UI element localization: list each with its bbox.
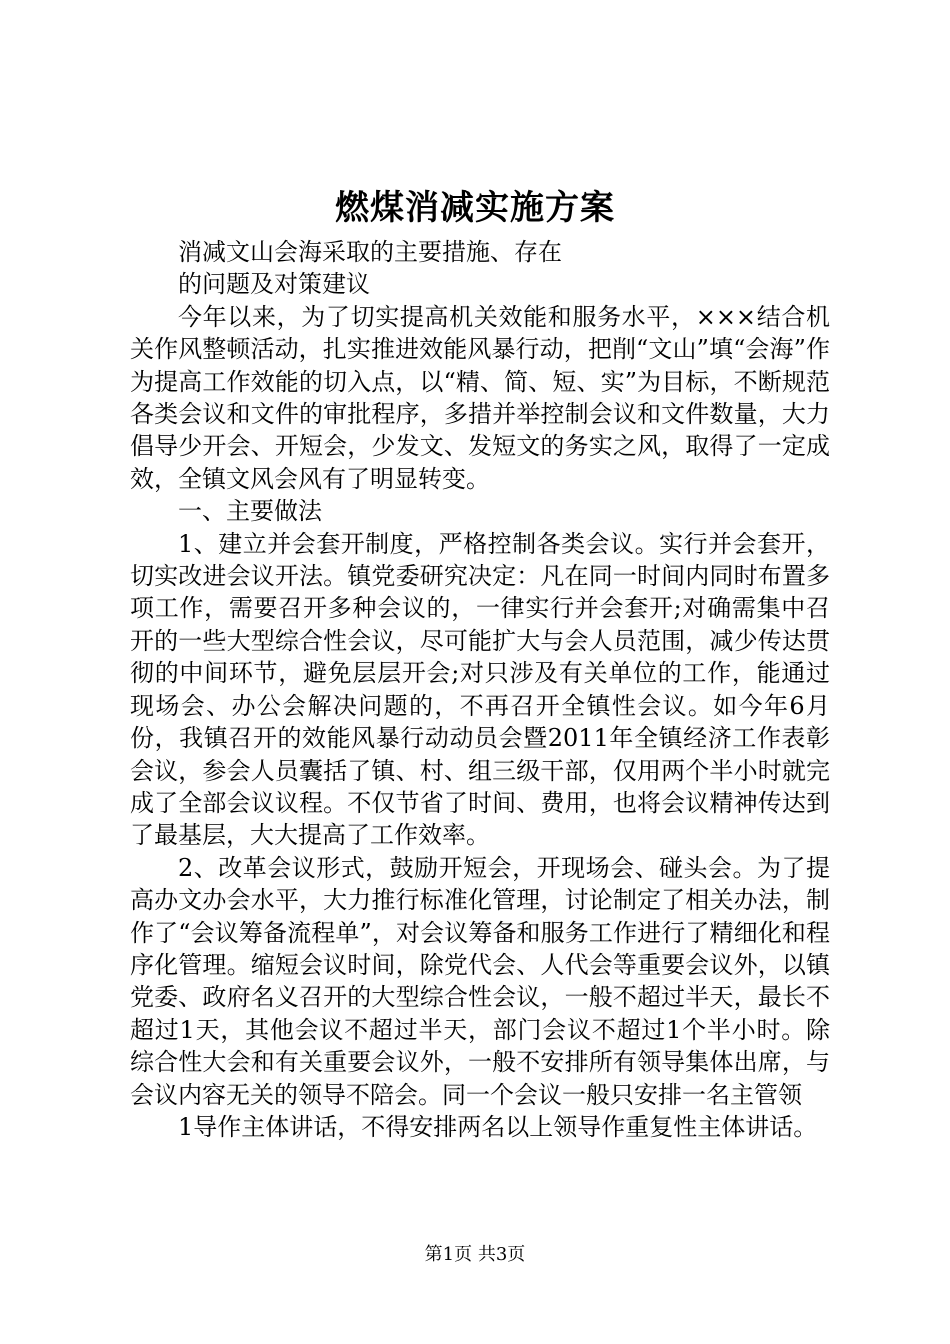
paragraph-continuation: 1导作主体讲话，不得安排两名以上领导作重复性主体讲话。 (178, 1112, 818, 1141)
subtitle-line-2: 的问题及对策建议 (178, 270, 370, 299)
subtitle-line-1: 消减文山会海采取的主要措施、存在 (178, 238, 562, 266)
section-heading-main-practices: 一、主要做法 (178, 497, 322, 526)
paragraph-point-1: 1、建立并会套开制度，严格控制各类会议。实行并会套开，切实改进会议开法。镇党委研究决定：凡在同一时间内同时布置多项工作，需要召开多种会议的，一律实行并会套开;对确需集中召开的一些大型综合性会议，尽可能扩大与会人员范围，减少传达贯彻的中间环节，避免层层开会;对只涉及有关单位的工作，能通过现场会、办公会解决问题的，不再召开全镇性会议。如今年6月份，我镇召开的效能风暴行动动员会暨2011年全镇经济工作表彰会议，参会人员囊括了镇、村、组三级干部，仅用两个半小时就完成了全部会议议程。不仅节省了时间、费用，也将会议精神传达到了最基层，大大提高了工作效率。 (130, 529, 830, 850)
paragraph-point-2: 2、改革会议形式，鼓励开短会，开现场会、碰头会。为了提高办文办会水平，大力推行标准化管理，讨论制定了相关办法，制作了“会议筹备流程单”，对会议筹备和服务工作进行了精细化和程序化管理。缩短会议时间，除党代会、人代会等重要会议外，以镇党委、政府名义召开的大型综合性会议，一般不超过半天，最长不超过1天，其他会议不超过半天，部门会议不超过1个半小时。除综合性大会和有关重要会议外，一般不安排所有领导集体出席，与会议内容无关的领导不陪会。同一个会议一般只安排一名主管领 (130, 853, 830, 1109)
document-title: 燃煤消减实施方案 (335, 188, 615, 228)
document-body (130, 236, 830, 1143)
page-footer: 第1页 共3页 (424, 1244, 526, 1265)
paragraph-intro: 今年以来，为了切实提高机关效能和服务水平，×××结合机关作风整顿活动，扎实推进效能风暴行动，把削“文山”填“会海”作为提高工作效能的切入点，以“精、简、短、实”为目标，不断规范各类会议和文件的审批程序，多措并举控制会议和文件数量，大力倡导少开会、开短会，少发文、发短文的务实之风，取得了一定成效，全镇文风会风有了明显转变。 (130, 302, 830, 493)
